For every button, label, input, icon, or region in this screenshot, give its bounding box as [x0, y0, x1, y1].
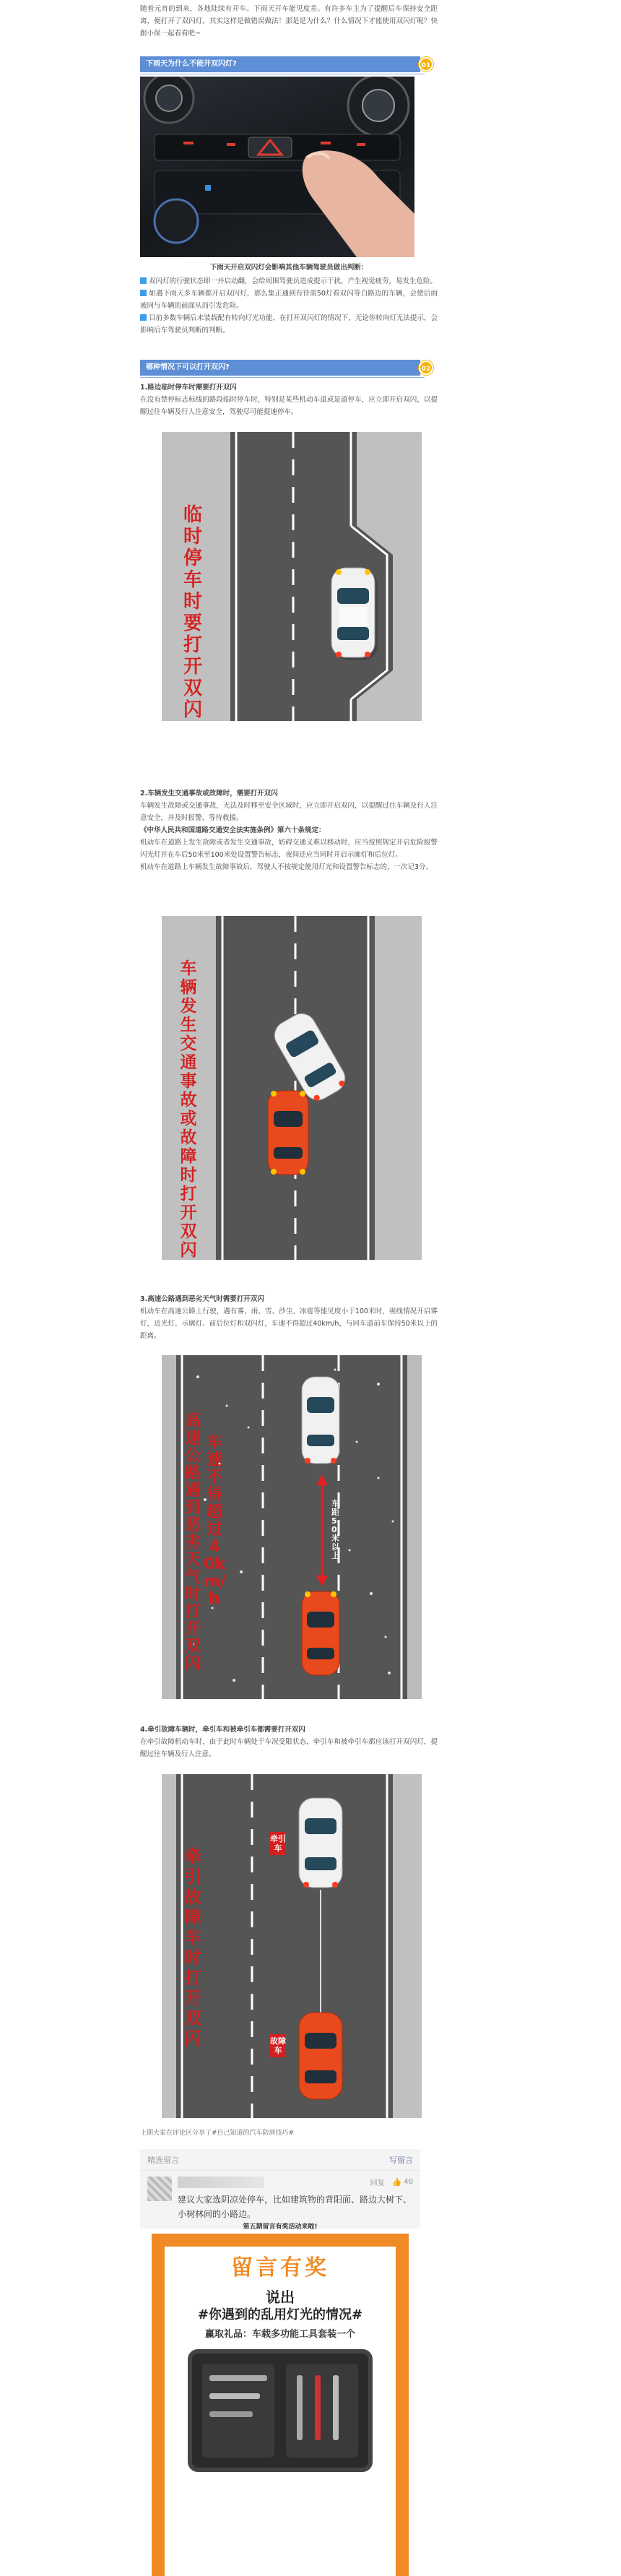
item-1-text — [140, 381, 438, 418]
item-body: 在牵引故障机动车时，由于此时车辆处于车况受限状态，牵引车和被牵引车都应该打开双闪灯，提醒过往车辆及行人注意。 — [140, 1738, 438, 1758]
commenter-name-blurred — [178, 2177, 264, 2188]
write-comment-link[interactable]: 写留言 — [389, 2155, 413, 2165]
section1-body — [140, 262, 438, 337]
bullet-icon — [140, 314, 147, 321]
comments-panel — [140, 2149, 420, 2229]
distance-label: 车距50米以上 — [331, 1499, 339, 1560]
illustration-accident — [162, 916, 422, 1260]
section-title: 哪种情况下可以打开双闪? — [146, 363, 230, 371]
comments-header — [140, 2149, 420, 2171]
section-number-badge: 02 — [419, 360, 433, 375]
item-4-text — [140, 1724, 438, 1760]
like-count: 40 — [404, 2178, 413, 2186]
law-text: 机动车在道路上发生故障或者发生交通事故，妨碍交通又难以移动时，应当按照规定开启危险报警闪光灯并在车后50米至100米处设置警告标志，夜间还应当同时开启示廓灯和后位灯。 — [140, 839, 438, 859]
like-button[interactable] — [392, 2177, 413, 2187]
event-title: 留言有奖 — [231, 2255, 329, 2281]
law-title: 《中华人民共和国道路交通安全法实施条例》第六十条规定： — [140, 826, 326, 834]
item-heading: 3.高速公路遇到恶劣天气时需要打开双闪 — [140, 1295, 264, 1303]
event-banner-text: 第五期留言有奖活动来啦! — [243, 2223, 318, 2231]
section-title-bar-2 — [140, 360, 431, 376]
footer-note — [140, 2127, 438, 2140]
section-title: 下雨天为什么不能开双闪灯? — [146, 60, 237, 68]
item-body: 机动车在高速公路上行驶，遇有雾、雨、雪、沙尘、冰雹等能见度小于100米时，视线情况开启雾灯，近光灯、示廓灯、前后位灯和双闪灯，车速不得超过40km/h，与同车道前车保持50米以上的距离。 — [140, 1308, 438, 1340]
item-heading: 2.车辆发生交通事故或故障时，需要打开双闪 — [140, 790, 278, 798]
item-heading: 4.牵引故障车辆时，牵引车和被牵引车都需要打开双闪 — [140, 1726, 305, 1734]
section1-point-1: 双闪灯的行驶状态即一并启动翻，会给周围驾驶员造成提示干扰，产生视觉疲劳，易发生危险。 — [140, 275, 438, 288]
illustration-bad-weather — [162, 1355, 422, 1699]
section1-heading: 下雨天开启双闪灯会影响其他车辆驾驶员做出判断： — [209, 264, 368, 272]
tow-car-label: 牵引车 — [270, 1832, 286, 1855]
section1-point-2: 如遇下雨天多车辆都开启双闪灯，那么集正通到有待需50灯看双闪等白路边的车辆，会使后面被同与车辆的前面从而引发危险。 — [140, 290, 438, 310]
section1-point-3: 目前多数车辆后未装载配有转向灯光功能，在打开双闪灯的情况下，无论你转向灯无法提示，会影响后车驾驶员判断的判断。 — [140, 314, 438, 334]
intro-paragraph — [140, 3, 438, 40]
item-body: 车辆发生故障或交通事故，无法及时移至安全区域时，应立即开启双闪，以提醒过往车辆及行人注意安全，并及时报警、等待救援。 — [140, 802, 438, 822]
broken-car-label: 故障车 — [270, 2034, 286, 2057]
bullet-icon — [140, 290, 147, 296]
item-body: 在没有禁停标志标线的路段临时停车时，特别是某些机动车道或是道停车，应立即开启双闪，以提醒过往车辆及行人注意安全，驾驶尽可能提速停车。 — [140, 396, 438, 416]
intro-text: 随着元宵的到来，各地陆续有开车。下雨天开车能见度差。有许多车主为了提醒后车保持安全距离，便打开了双闪灯。其实这样是做错误做法！那是是为什么？什么情况下才能使用双闪灯呢？快跟小保一起看看吧~ — [140, 5, 438, 38]
illustration-caption: 牵引故障车时打开双闪 — [184, 1846, 201, 2049]
reply-link[interactable]: 回复 — [370, 2179, 385, 2187]
item-2-text — [140, 787, 438, 873]
avatar — [147, 2177, 172, 2201]
footer-note-text: 上期大家在评论区分享了#自己知道的汽车防滑技巧# — [140, 2130, 295, 2137]
bullet-icon — [140, 277, 147, 284]
illustration-caption: 车辆发生交通事故或故障时打开双闪 — [180, 959, 197, 1260]
event-line1: 说出 — [266, 2288, 295, 2306]
tool-kit-image — [188, 2349, 373, 2472]
illustration-caption: 临时停车时要打开双闪 — [183, 504, 202, 721]
comments-title: 精选留言 — [147, 2155, 179, 2165]
event-line2: #你遇到的乱用灯光的情况# — [197, 2307, 363, 2322]
event-poster — [152, 2234, 409, 2576]
section-number-badge: 01 — [419, 57, 433, 72]
item-extra: 机动车在道路上车辆发生故障事故后，驾驶人不按规定使用灯光和设置警告标志的，一次记3分。 — [140, 863, 433, 871]
event-prize: 赢取礼品：车载多功能工具套装一个 — [204, 2329, 355, 2340]
item-heading: 1.路边临时停车时需要打开双闪 — [140, 384, 237, 392]
comment-item — [140, 2171, 420, 2229]
hazard-button-photo — [140, 77, 414, 257]
comment-text: 建议大家选阴凉处停车，比如建筑物的背阳面、路边大树下、小树林间的小路边。 — [178, 2195, 412, 2219]
thumbs-up-icon: 👍 — [391, 2177, 402, 2187]
item-3-text — [140, 1293, 438, 1342]
illustration-towing — [162, 1774, 422, 2118]
illustration-caption-2: 车速不得超过40km/h — [204, 1434, 226, 1608]
section-title-bar-1 — [140, 56, 431, 72]
illustration-caption: 高速公路遇到恶劣天气时打开双闪 — [184, 1412, 201, 1673]
illustration-roadside-stop — [162, 432, 422, 721]
